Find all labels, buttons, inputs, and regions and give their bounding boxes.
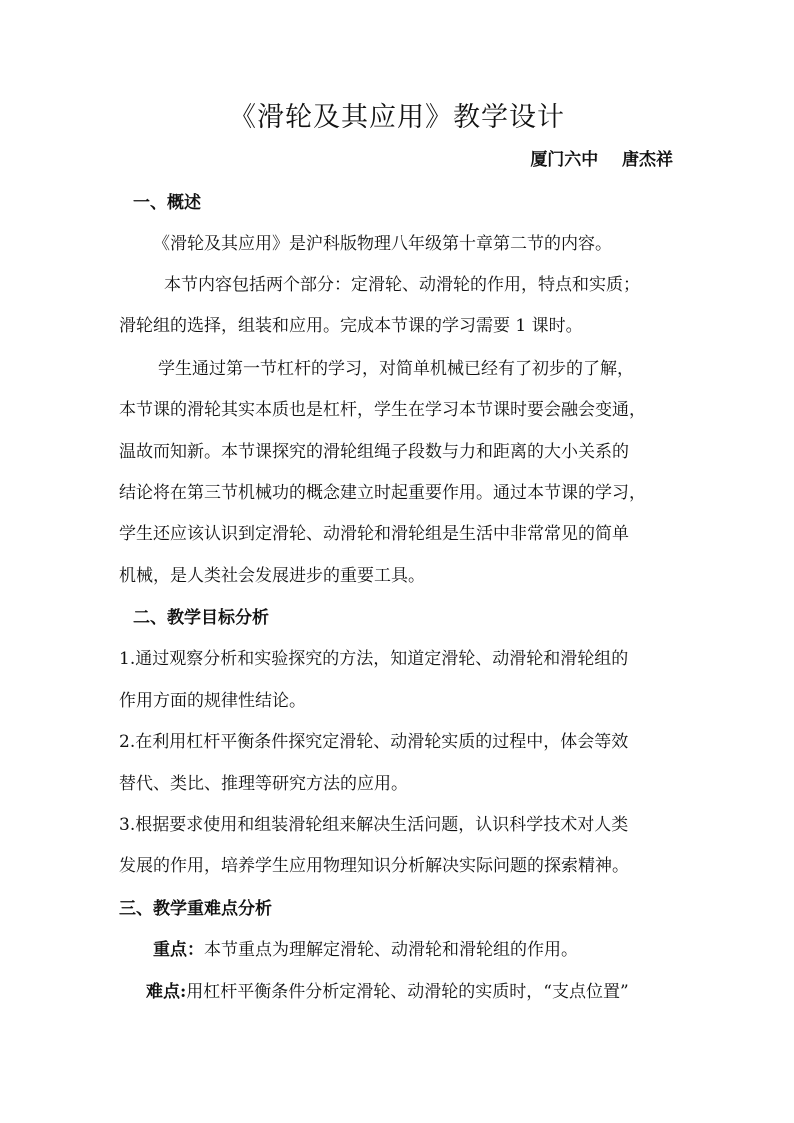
objective-item: 作用方面的规律性结论。 xyxy=(119,691,306,711)
objective-item: 替代、类比、推理等研究方法的应用。 xyxy=(119,774,408,794)
difficulty-text: 用杠杆平衡条件分析定滑轮、动滑轮的实质时，“支点位置” xyxy=(186,982,629,1002)
paragraph-line: 学生还应该认识到定滑轮、动滑轮和滑轮组是生活中非常常见的简单 xyxy=(119,524,629,544)
section-heading-key-difficult: 三、教学重难点分析 xyxy=(119,899,272,919)
key-point-text: 本节重点为理解定滑轮、动滑轮和滑轮组的作用。 xyxy=(204,940,578,960)
paragraph-line: 本节课的滑轮其实本质也是杠杆，学生在学习本节课时要会融会变通， xyxy=(119,400,646,420)
paragraph-line: 学生通过第一节杠杆的学习，对简单机械已经有了初步的了解， xyxy=(158,359,634,379)
author-line: 厦门六中 唐杰祥 xyxy=(530,150,673,170)
paragraph-line: 温故而知新。本节课探究的滑轮组绳子段数与力和距离的大小关系的 xyxy=(119,442,629,462)
paragraph-line: 本节内容包括两个部分：定滑轮、动滑轮的作用，特点和实质； xyxy=(164,275,640,295)
paragraph-line: 结论将在第三节机械功的概念建立时起重要作用。通过本节课的学习， xyxy=(119,483,646,503)
section-heading-objectives: 二、教学目标分析 xyxy=(133,608,269,628)
paragraph-line: 机械，是人类社会发展进步的重要工具。 xyxy=(119,566,425,586)
paragraph-line: 滑轮组的选择，组装和应用。完成本节课的学习需要 1 课时。 xyxy=(119,316,583,336)
key-point-line xyxy=(153,937,578,963)
objective-item: 3.根据要求使用和组装滑轮组来解决生活问题，认识科学技术对人类 xyxy=(119,815,629,835)
document-title: 《滑轮及其应用》教学设计 xyxy=(229,102,565,133)
objective-item: 1.通过观察分析和实验探究的方法，知道定滑轮、动滑轮和滑轮组的 xyxy=(119,649,629,669)
paragraph-line: 《滑轮及其应用》是沪科版物理八年级第十章第二节的内容。 xyxy=(153,234,612,254)
key-point-label: 重点： xyxy=(153,940,204,960)
section-heading-overview: 一、概述 xyxy=(133,193,201,213)
objective-item: 2.在利用杠杆平衡条件探究定滑轮、动滑轮实质的过程中，体会等效 xyxy=(119,732,629,752)
objective-item: 发展的作用，培养学生应用物理知识分析解决实际问题的探索精神。 xyxy=(119,856,629,876)
difficulty-line xyxy=(146,979,629,1005)
difficulty-label: 难点: xyxy=(146,982,187,1002)
